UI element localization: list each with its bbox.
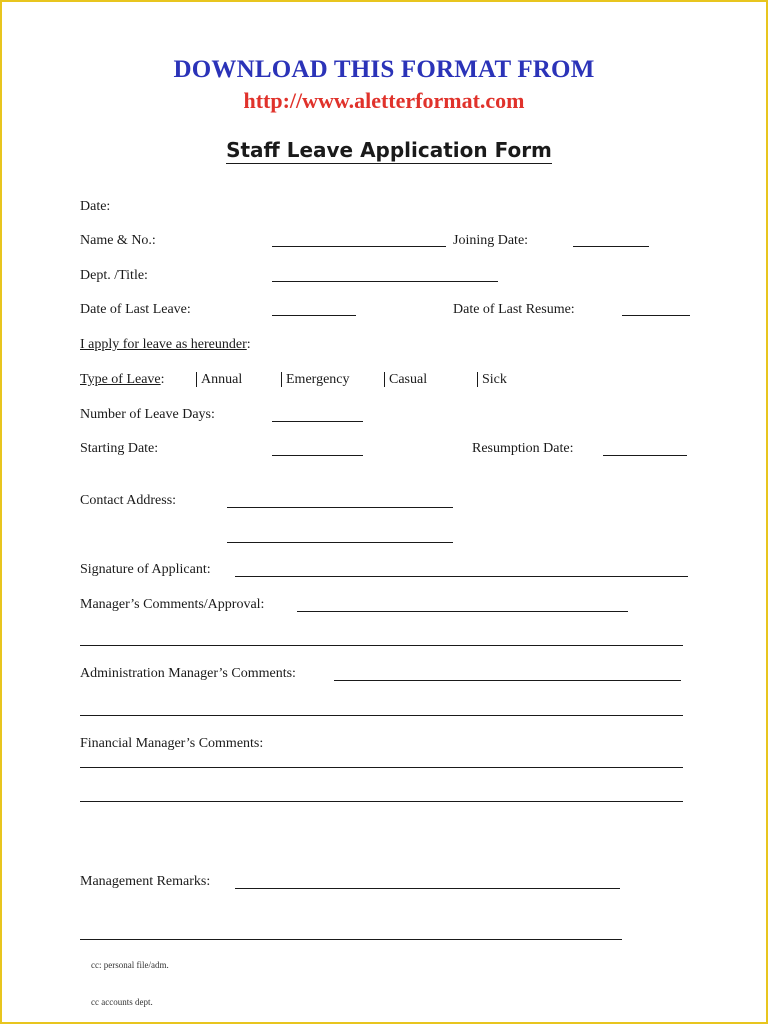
dept-title-label: Dept. /Title: [80,268,148,283]
name-label: Name & No.: [80,233,156,248]
download-banner-heading: DOWNLOAD THIS FORMAT FROM [173,56,595,83]
starting-date-field-line[interactable] [272,455,363,456]
management-remarks-line-2[interactable] [80,939,622,940]
apply-heading [80,337,251,353]
contact-address-line-2[interactable] [227,542,453,543]
admin-comments-line-2[interactable] [80,715,683,716]
last-leave-field-line[interactable] [272,315,356,316]
emergency-checkbox[interactable] [281,372,282,387]
financial-comments-line-2[interactable] [80,801,683,802]
apply-heading-text: I apply for leave as hereunder [80,337,247,352]
financial-comments-line-1[interactable] [80,767,683,768]
num-leave-days-label: Number of Leave Days: [80,407,215,422]
leave-type-label [80,372,165,388]
last-resume-field-line[interactable] [622,315,690,316]
dept-title-field-line[interactable] [272,281,498,282]
cc-personal-file: cc: personal file/adm. [91,960,169,970]
last-leave-label: Date of Last Leave: [80,302,191,317]
signature-label: Signature of Applicant: [80,562,211,577]
contact-address-line-1[interactable] [227,507,453,508]
resumption-date-field-line[interactable] [603,455,687,456]
source-url-link[interactable]: http://www.aletterformat.com [243,88,525,113]
leave-option-sick: Sick [482,372,507,387]
signature-field-line[interactable] [235,576,688,577]
leave-type-label-colon: : [160,372,165,387]
casual-checkbox[interactable] [384,372,385,387]
manager-comments-line-2[interactable] [80,645,683,646]
starting-date-label: Starting Date: [80,441,159,456]
resumption-date-label: Resumption Date: [472,441,574,456]
date-label: Date: [80,199,111,214]
leave-type-label-text: Type of Leave [80,372,161,387]
form-title [2,138,768,162]
leave-option-annual: Annual [201,372,243,387]
last-resume-label: Date of Last Resume: [453,302,575,317]
cc-accounts-dept: cc accounts dept. [91,997,153,1007]
leave-option-emergency: Emergency [286,372,350,387]
apply-heading-colon: : [246,337,251,352]
financial-comments-label: Financial Manager’s Comments: [80,736,264,751]
sick-checkbox[interactable] [477,372,478,387]
annual-checkbox[interactable] [196,372,197,387]
admin-comments-line-1[interactable] [334,680,681,681]
contact-address-label: Contact Address: [80,493,177,508]
joining-date-field-line[interactable] [573,246,649,247]
leave-option-casual: Casual [389,372,428,387]
num-leave-days-field-line[interactable] [272,421,363,422]
management-remarks-label: Management Remarks: [80,874,211,889]
management-remarks-line-1[interactable] [235,888,620,889]
manager-comments-line-1[interactable] [297,611,628,612]
name-field-line[interactable] [272,246,446,247]
form-title-text: Staff Leave Application Form [226,138,552,162]
joining-date-label: Joining Date: [453,233,529,248]
manager-comments-label: Manager’s Comments/Approval: [80,597,265,612]
admin-comments-label: Administration Manager’s Comments: [80,666,296,681]
